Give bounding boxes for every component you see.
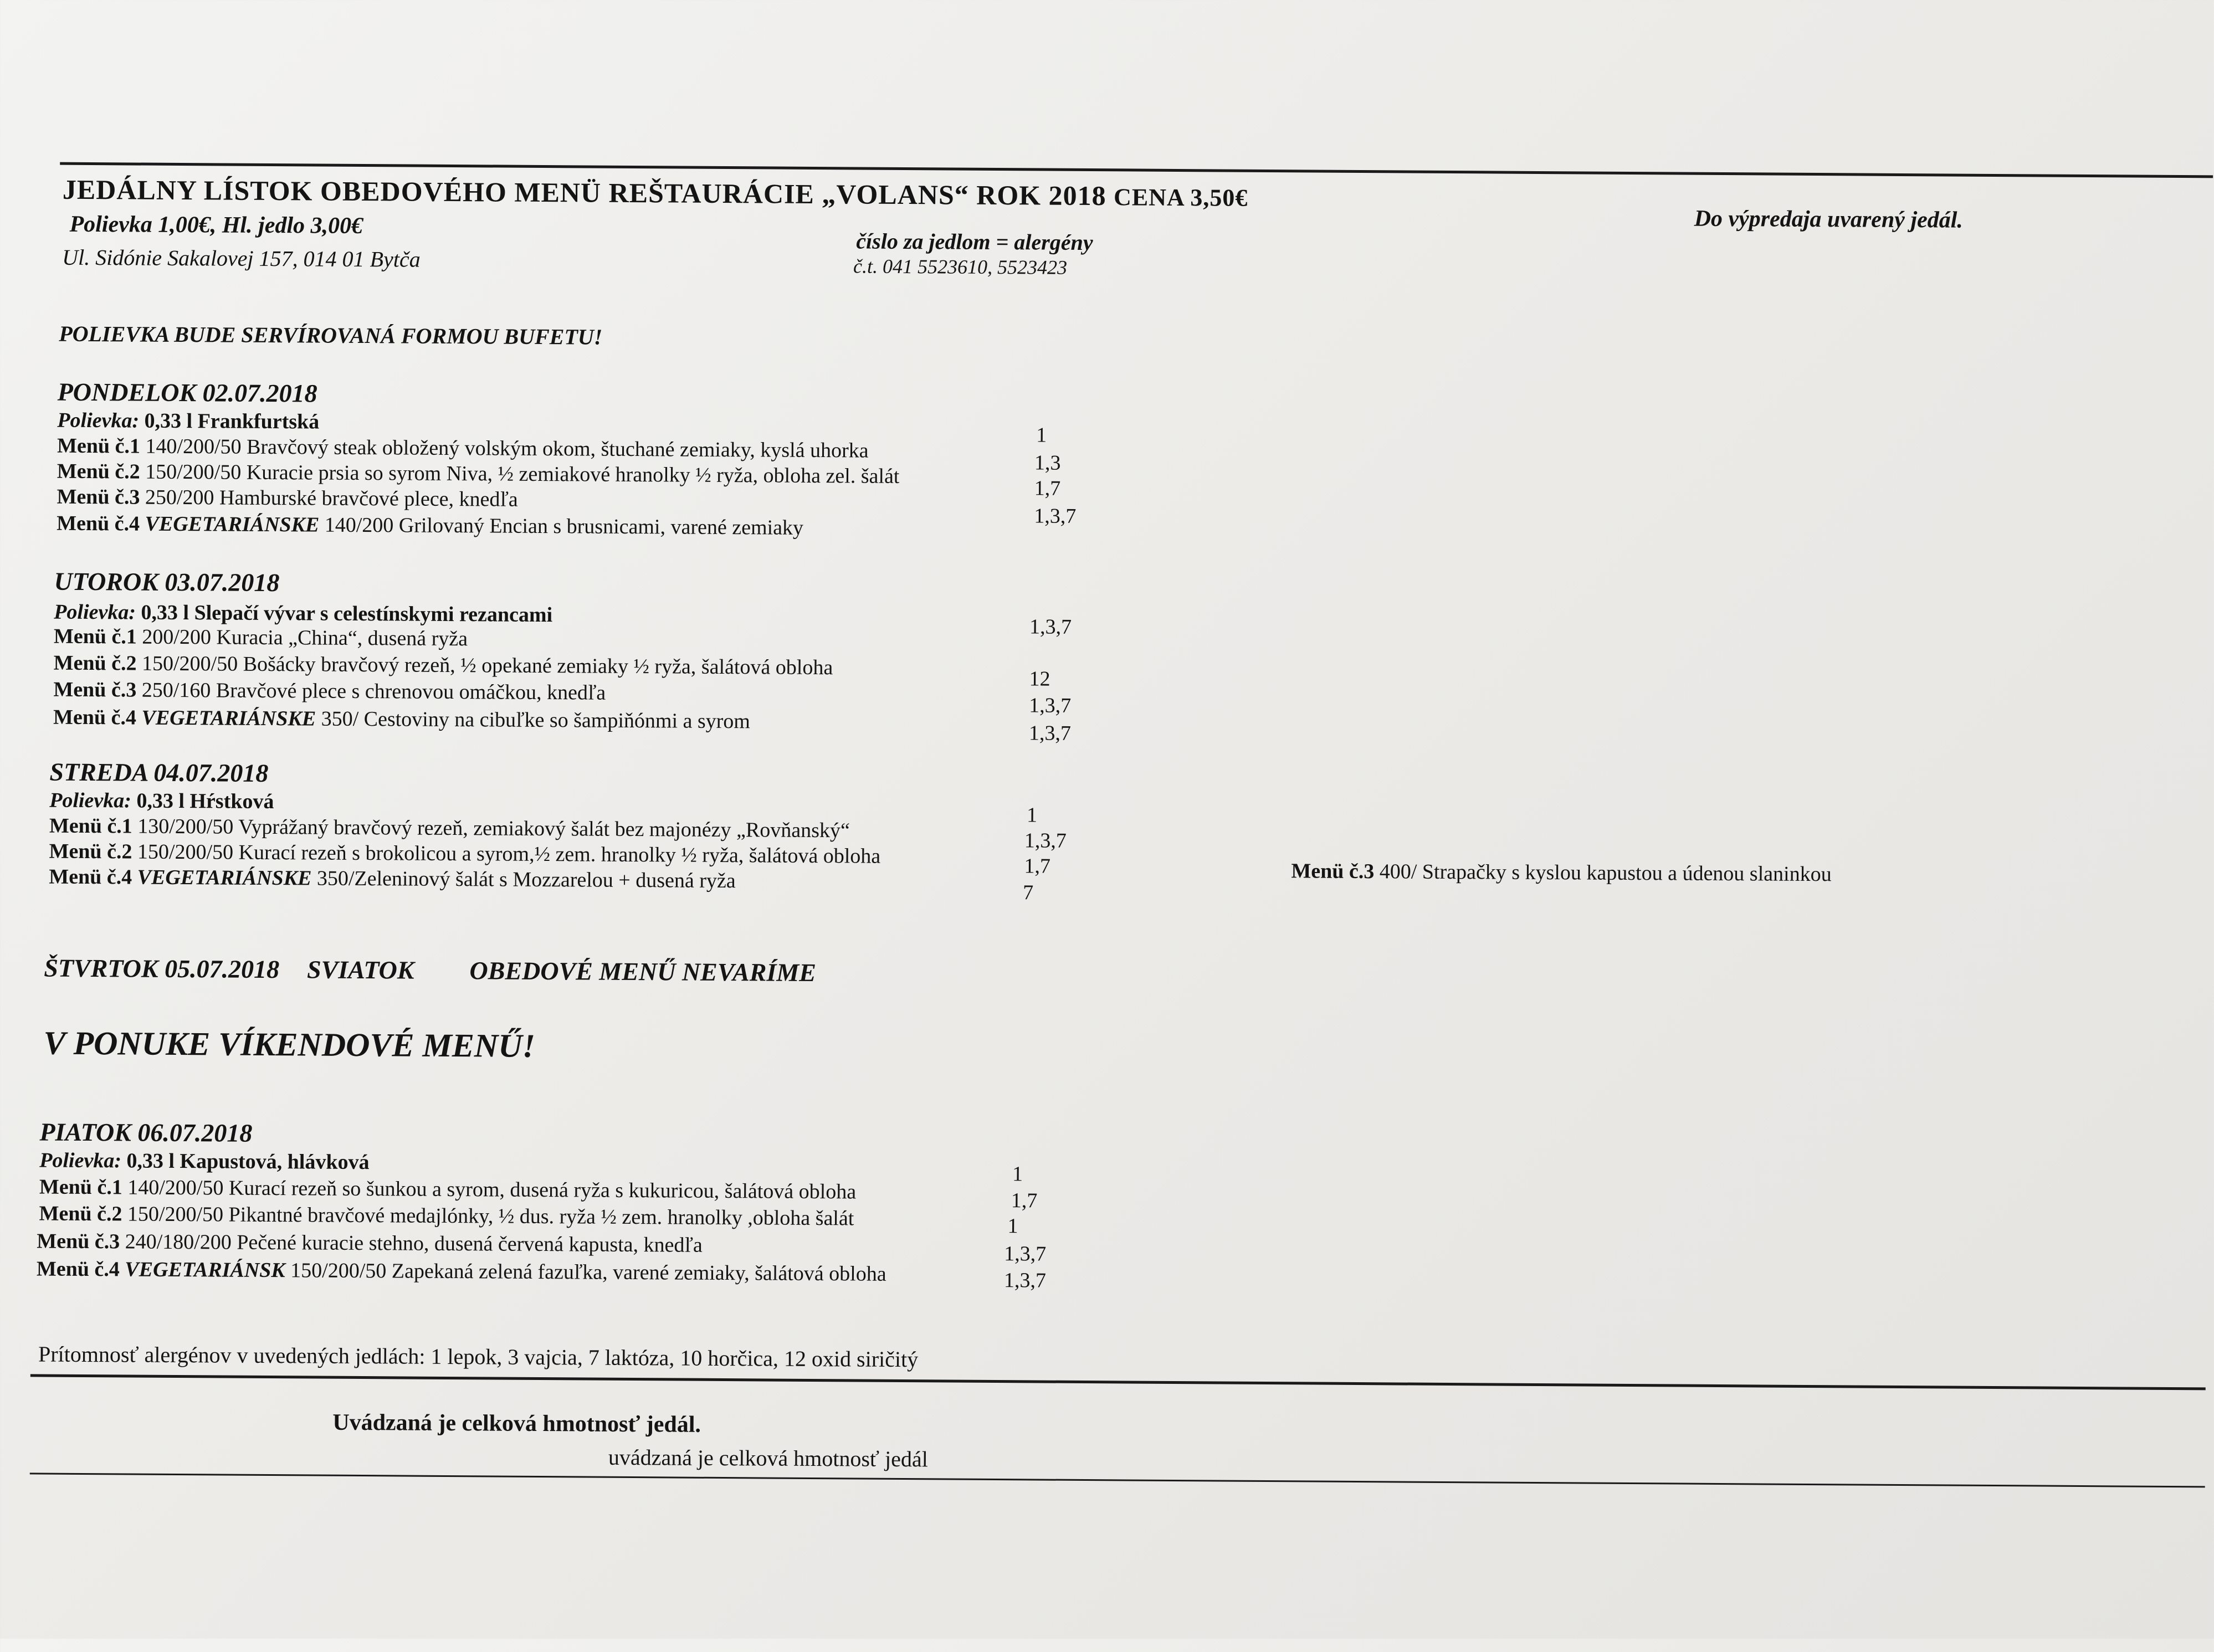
document-title [63,173,1248,213]
menu-allergens: 1,3,7 [1003,1269,1047,1292]
side-menu-line: Menü č.3 400/ Strapačky s kyslou kapustou a údenou slaninkou [1291,859,1832,886]
holiday-label: SVIATOK [306,955,414,984]
soup-allergens: 1 [1012,1162,1023,1186]
menu-allergens: 1,7 [1011,1189,1038,1213]
menu-line: Menü č.1 140/200/50 Kurací rezeň so šunkou a syrom, dusená ryža s kukuricou, šalátová obloha [39,1175,857,1204]
menu-line: Menü č.2 150/200/50 Pikantné bravčové medajlónky, ½ dus. ryža ½ zem. hranolky ,obloha šalát [39,1202,854,1230]
menu-line: Menü č.3 250/200 Hamburské bravčové plece, knedľa [57,485,518,511]
menu-allergens: 1,3,7 [1028,721,1072,745]
day-heading: STREDA 04.07.2018 [49,757,269,787]
menu-line: Menü č.3 250/160 Bravčové plece s chrenovou omáčkou, knedľa [53,678,606,705]
menu-line: Menü č.4 VEGETARIÁNSK 150/200/50 Zapekaná zelená fazuľka, varené zemiaky, šalátová obloha [36,1257,886,1286]
menu-line: Menü č.1 140/200/50 Bravčový steak obložený volským okom, štuchané zemiaky, kyslá uhorka [57,434,869,463]
phone-numbers: č.t. 041 5523610, 5523423 [853,255,1068,279]
menu-allergens: 1,7 [1024,854,1051,878]
menu-allergens: 1,3 [1034,451,1061,475]
weight-note-bold: Uvádzaná je celková hmotnosť jedál. [332,1409,701,1438]
day-heading: UTOROK 03.07.2018 [54,567,280,597]
footer-rule-2 [30,1473,2205,1487]
menu-line: Menü č.4 VEGETARIÁNSKE 140/200 Grilovaný Encian s brusnicami, varené zemiaky [57,511,804,540]
menu-allergens: 1 [1007,1214,1018,1238]
menu-allergens: 1,7 [1034,476,1061,500]
soup-allergens: 1 [1026,803,1038,827]
menu-line: Menü č.2 150/200/50 Kuracie prsia so syrom Niva, ½ zemiakové hranolky ½ ryža, obloha zel. šalát [57,459,900,488]
title-price: CENA 3,50€ [1113,183,1248,212]
menu-allergens: 1,3,7 [1024,829,1067,853]
weekend-banner: V PONUKE VÍKENDOVÉ MENŰ! [43,1024,536,1064]
header-prices: Polievka 1,00€, Hl. jedlo 3,00€ [69,211,363,239]
buffet-note: POLIEVKA BUDE SERVÍROVANÁ FORMOU BUFETU! [59,321,603,350]
header-address: Ul. Sidónie Sakalovej 157, 014 01 Bytča [62,244,421,272]
menu-line: Menü č.3 240/180/200 Pečené kuracie stehno, dusená červená kapusta, knedľa [37,1229,703,1257]
menu-line: Menü č.1 130/200/50 Vyprážaný bravčový rezeň, zemiakový šalát bez majonézy „Rovňanský“ [49,814,850,843]
menu-line: Menü č.4 VEGETARIÁNSKE 350/Zeleninový šalát s Mozzarelou + dusená ryža [49,865,736,893]
menu-allergens: 1,3,7 [1004,1242,1047,1266]
soup-line: Polievka: 0,33 l Hŕstková [49,788,274,814]
holiday-day: ŠTVRTOK 05.07.2018 [44,953,280,984]
soup-allergens: 1,3,7 [1029,615,1072,639]
menu-allergens: 1,3,7 [1034,504,1077,528]
menu-allergens: 1,3,7 [1029,694,1072,717]
soup-allergens: 1 [1036,423,1047,447]
day-heading: PONDELOK 02.07.2018 [57,377,317,408]
title-main: JEDÁLNY LÍSTOK OBEDOVÉHO MENÜ REŠTAURÁCIE „VOLANS“ ROK 2018 [62,173,1106,212]
menu-line: Menü č.2 150/200/50 Kurací rezeň s brokolicou a syrom,½ zem. hranolky ½ ryža, šalátová obloha [49,839,881,868]
soup-line: Polievka: 0,33 l Kapustová, hlávková [39,1148,370,1174]
soup-line: Polievka: 0,33 l Slepačí vývar s celestínskymi rezancami [54,600,553,627]
menu-line: Menü č.1 200/200 Kuracia „China“, dusená ryža [53,624,468,651]
menu-line: Menü č.2 150/200/50 Bošácky bravčový rezeň, ½ opekané zemiaky ½ ryža, šalátová obloha [53,651,833,680]
footer-rule-1 [30,1374,2206,1390]
holiday-line [44,953,816,988]
allergens-legend: Prítomnosť alergénov v uvedených jedlách: 1 lepok, 3 vajcia, 7 laktóza, 10 horčica, 12 oxid siričitý [38,1341,919,1372]
menu-allergens: 7 [1023,881,1034,905]
soup-line: Polievka: 0,33 l Frankfurtská [57,408,320,434]
day-heading: PIATOK 06.07.2018 [39,1117,253,1147]
menu-allergens: 12 [1029,667,1050,691]
holiday-note: OBEDOVÉ MENŰ NEVARÍME [469,956,817,987]
allergen-note: číslo za jedlom = alergény [856,228,1093,255]
weight-note: uvádzaná je celková hmotnosť jedál [608,1444,928,1472]
sale-note: Do výpredaja uvarený jedál. [1694,206,1964,233]
menu-line: Menü č.4 VEGETARIÁNSKE 350/ Cestoviny na cibuľke so šampiňónmi a syrom [53,705,751,733]
